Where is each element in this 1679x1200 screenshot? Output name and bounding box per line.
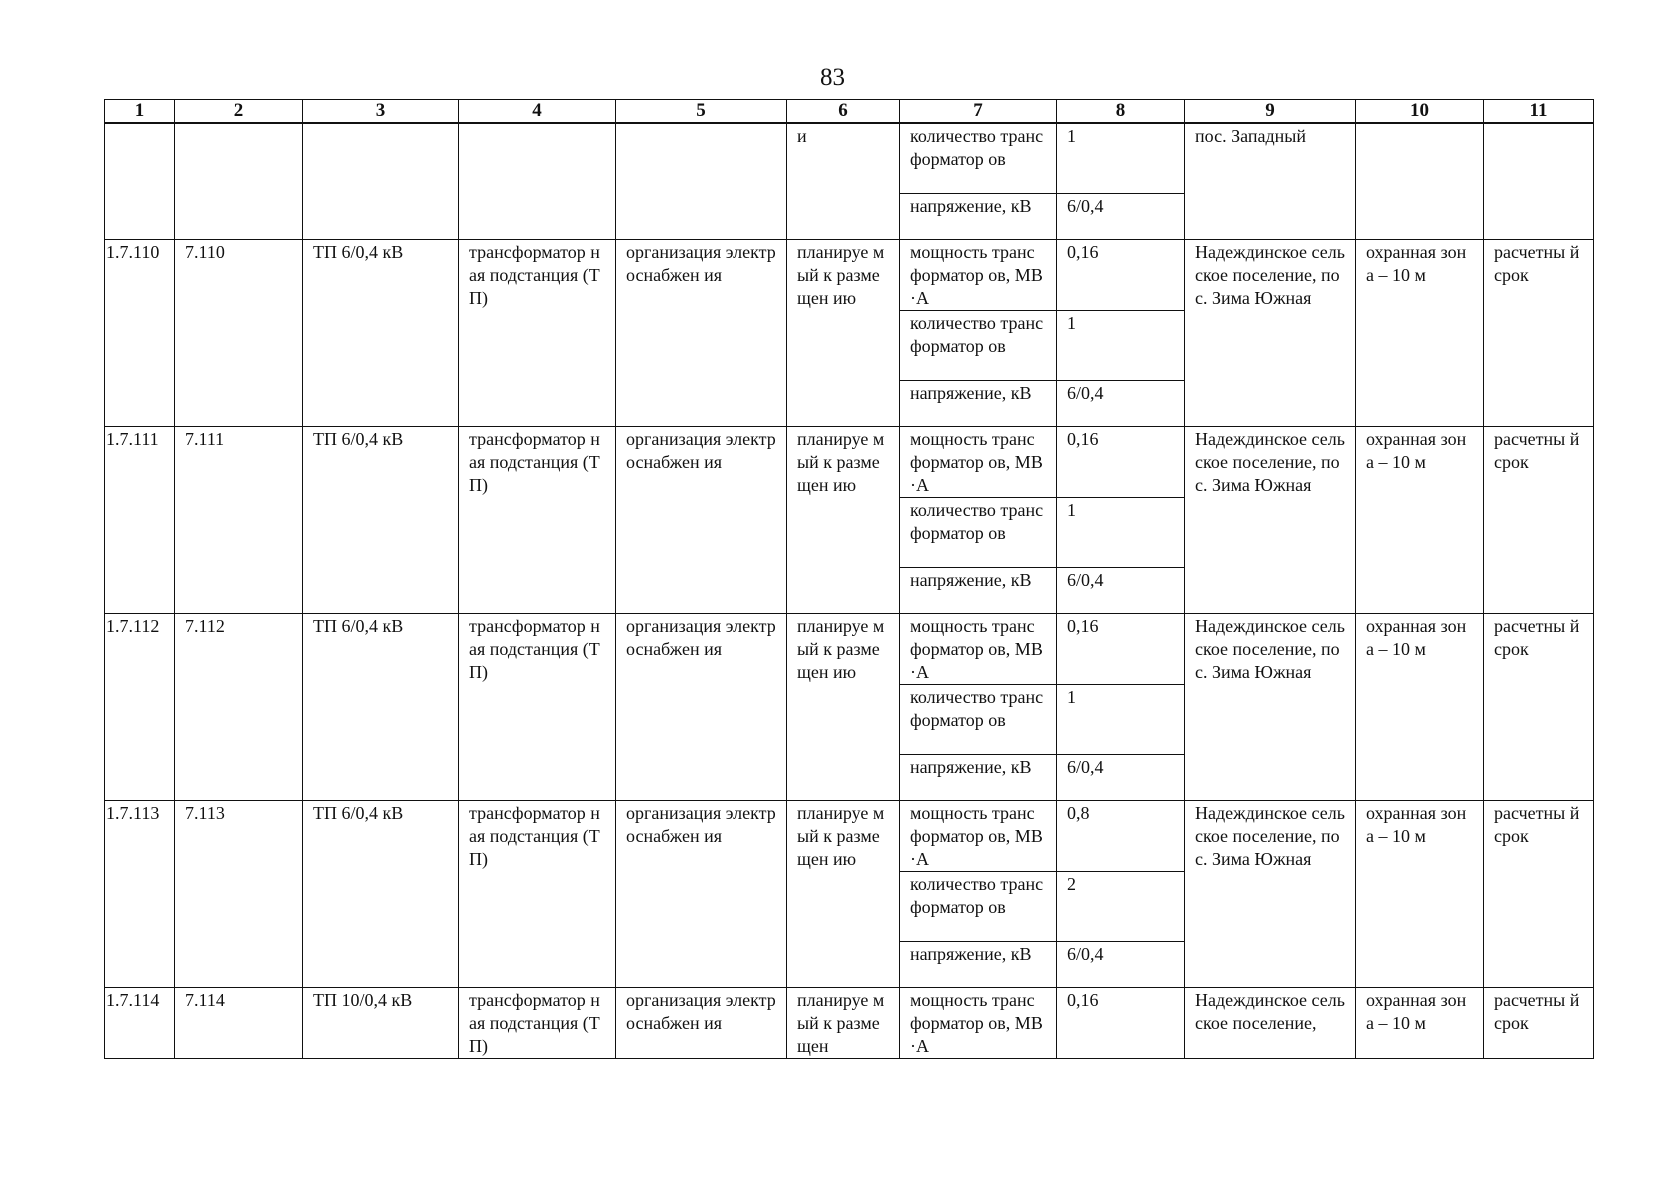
cell-status: планируе мый к размещен	[787, 988, 900, 1059]
cell-type: трансформатор ная подстанция (ТП)	[459, 427, 616, 614]
cell-param-name: напряжение, кВ	[900, 381, 1057, 427]
cell-param-value: 1	[1057, 311, 1185, 381]
cell-purpose: организация электроснабжен ия	[616, 240, 787, 427]
cell-num: 1.7.113	[105, 801, 175, 988]
cell-param-value: 0,16	[1057, 240, 1185, 311]
cell-param-name: мощность трансформатор ов, МВ·А	[900, 240, 1057, 311]
cell-name: ТП 6/0,4 кВ	[303, 240, 459, 427]
column-header: 5	[616, 100, 787, 124]
column-header: 9	[1185, 100, 1356, 124]
cell-status: и	[787, 123, 900, 240]
cell-param-value: 0,16	[1057, 614, 1185, 685]
cell-param-value: 6/0,4	[1057, 381, 1185, 427]
cell-type: трансформатор ная подстанция (ТП)	[459, 801, 616, 988]
cell-zone: охранная зона – 10 м	[1356, 427, 1484, 614]
column-header: 2	[175, 100, 303, 124]
cell-code	[175, 123, 303, 240]
cell-zone: охранная зона – 10 м	[1356, 614, 1484, 801]
cell-term: расчетны й срок	[1484, 427, 1594, 614]
cell-name: ТП 6/0,4 кВ	[303, 614, 459, 801]
column-header: 7	[900, 100, 1057, 124]
table-row	[105, 801, 1594, 872]
cell-type: трансформатор ная подстанция (ТП)	[459, 614, 616, 801]
cell-num	[105, 123, 175, 240]
table-row	[105, 614, 1594, 685]
cell-status: планируе мый к размещен ию	[787, 614, 900, 801]
column-header: 10	[1356, 100, 1484, 124]
cell-param-value: 0,16	[1057, 427, 1185, 498]
cell-name	[303, 123, 459, 240]
column-header: 3	[303, 100, 459, 124]
column-header: 1	[105, 100, 175, 124]
cell-purpose: организация электроснабжен ия	[616, 801, 787, 988]
cell-code: 7.110	[175, 240, 303, 427]
cell-num: 1.7.110	[105, 240, 175, 427]
cell-param-name: мощность трансформатор ов, МВ·А	[900, 801, 1057, 872]
cell-code: 7.112	[175, 614, 303, 801]
cell-location: Надеждинское сельское поселение, пос. Зима Южная	[1185, 240, 1356, 427]
cell-param-name: мощность трансформатор ов, МВ·А	[900, 988, 1057, 1059]
header-row	[105, 100, 1594, 124]
cell-code: 7.111	[175, 427, 303, 614]
cell-param-value: 2	[1057, 872, 1185, 942]
cell-status: планируе мый к размещен ию	[787, 801, 900, 988]
cell-location: Надеждинское сельское поселение, пос. Зима Южная	[1185, 427, 1356, 614]
cell-location: пос. Западный	[1185, 123, 1356, 240]
data-table	[104, 99, 1594, 1059]
cell-param-value: 0,16	[1057, 988, 1185, 1059]
cell-param-name: напряжение, кВ	[900, 755, 1057, 801]
cell-name: ТП 6/0,4 кВ	[303, 801, 459, 988]
cell-term: расчетны й срок	[1484, 988, 1594, 1059]
cell-name: ТП 6/0,4 кВ	[303, 427, 459, 614]
cell-param-name: мощность трансформатор ов, МВ·А	[900, 427, 1057, 498]
cell-type: трансформатор ная подстанция (ТП)	[459, 988, 616, 1059]
cell-zone: охранная зона – 10 м	[1356, 240, 1484, 427]
cell-location: Надеждинское сельское поселение, пос. Зима Южная	[1185, 801, 1356, 988]
page-number: 83	[820, 64, 845, 91]
table-row	[105, 240, 1594, 311]
cell-param-value: 6/0,4	[1057, 942, 1185, 988]
cell-num: 1.7.112	[105, 614, 175, 801]
cell-param-value: 6/0,4	[1057, 755, 1185, 801]
continued-row	[105, 123, 1594, 194]
cell-purpose: организация электроснабжен ия	[616, 427, 787, 614]
cell-status: планируе мый к размещен ию	[787, 240, 900, 427]
cell-param-name: количество трансформатор ов	[900, 123, 1057, 194]
cell-code: 7.114	[175, 988, 303, 1059]
cell-param-name: количество трансформатор ов	[900, 685, 1057, 755]
cell-param-name: напряжение, кВ	[900, 568, 1057, 614]
cell-zone: охранная зона – 10 м	[1356, 801, 1484, 988]
cell-name: ТП 10/0,4 кВ	[303, 988, 459, 1059]
cell-param-value: 1	[1057, 123, 1185, 194]
cell-term: расчетны й срок	[1484, 240, 1594, 427]
cell-term: расчетны й срок	[1484, 614, 1594, 801]
cell-param-name: напряжение, кВ	[900, 942, 1057, 988]
cell-code: 7.113	[175, 801, 303, 988]
cell-type	[459, 123, 616, 240]
table-row	[105, 988, 1594, 1059]
cell-purpose	[616, 123, 787, 240]
cell-purpose: организация электроснабжен ия	[616, 988, 787, 1059]
cell-num: 1.7.111	[105, 427, 175, 614]
cell-status: планируе мый к размещен ию	[787, 427, 900, 614]
cell-location: Надеждинское сельское поселение, пос. Зима Южная	[1185, 614, 1356, 801]
cell-param-value: 6/0,4	[1057, 194, 1185, 240]
cell-param-name: количество трансформатор ов	[900, 311, 1057, 381]
cell-param-name: количество трансформатор ов	[900, 498, 1057, 568]
cell-num: 1.7.114	[105, 988, 175, 1059]
cell-zone	[1356, 123, 1484, 240]
cell-location: Надеждинское сельское поселение,	[1185, 988, 1356, 1059]
cell-param-value: 1	[1057, 498, 1185, 568]
cell-term	[1484, 123, 1594, 240]
cell-param-value: 0,8	[1057, 801, 1185, 872]
cell-term: расчетны й срок	[1484, 801, 1594, 988]
cell-type: трансформатор ная подстанция (ТП)	[459, 240, 616, 427]
table-row	[105, 427, 1594, 498]
column-header: 8	[1057, 100, 1185, 124]
cell-param-name: мощность трансформатор ов, МВ·А	[900, 614, 1057, 685]
column-header: 11	[1484, 100, 1594, 124]
cell-purpose: организация электроснабжен ия	[616, 614, 787, 801]
column-header: 4	[459, 100, 616, 124]
column-header: 6	[787, 100, 900, 124]
cell-param-name: количество трансформатор ов	[900, 872, 1057, 942]
cell-param-value: 1	[1057, 685, 1185, 755]
cell-zone: охранная зона – 10 м	[1356, 988, 1484, 1059]
cell-param-name: напряжение, кВ	[900, 194, 1057, 240]
cell-param-value: 6/0,4	[1057, 568, 1185, 614]
